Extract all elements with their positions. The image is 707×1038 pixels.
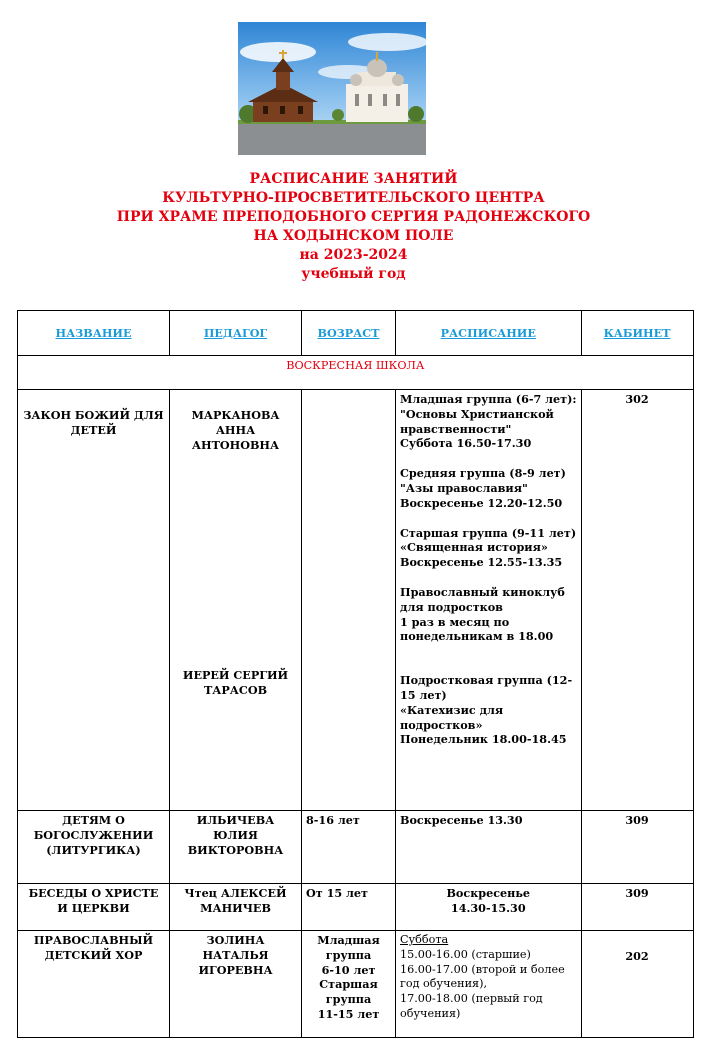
schedule-line: Суббота 16.50-17.30 <box>400 436 532 451</box>
schedule-line: Старшая группа (9-11 лет) <box>400 525 577 540</box>
schedule-line: нравственности" <box>400 421 512 436</box>
teacher-cell <box>170 931 302 1038</box>
schedule-line: 15.00-16.00 (старшие) <box>400 947 531 961</box>
schedule-line: Понедельник 18.00-18.45 <box>400 732 567 747</box>
teacher-cell <box>170 390 302 811</box>
room-cell: 202 <box>581 931 693 1038</box>
schedule-line: понедельникам в 18.00 <box>400 629 554 644</box>
class-name-line: БОГОСЛУЖЕНИИ <box>33 827 154 842</box>
schedule-line: Младшая группа (6-7 лет): <box>400 392 577 406</box>
age-cell: 8-16 лет <box>302 811 396 884</box>
age-cell <box>302 931 396 1038</box>
title-line: КУЛЬТУРНО-ПРОСВЕТИТЕЛЬСКОГО ЦЕНТРА <box>162 190 545 206</box>
teacher-line: НАТАЛЬЯ <box>202 947 269 962</box>
schedule-line: "Основы Христианской <box>400 406 554 421</box>
schedule-line: год обучения), <box>400 977 488 991</box>
age-line: 6-10 лет <box>321 962 376 977</box>
age-line: Младшая <box>317 933 380 947</box>
teacher-line: ИГОРЕВНА <box>198 962 273 977</box>
teacher-line: АНТОНОВНА <box>191 437 280 452</box>
column-header-age <box>302 311 396 356</box>
schedule-line: подростков» <box>400 717 483 732</box>
teacher-line: ИЛЬИЧЕВА <box>196 813 275 827</box>
column-link-age[interactable]: ВОЗРАСТ <box>317 325 380 340</box>
header-photo <box>238 22 426 155</box>
teacher-line: ЮЛИЯ <box>213 827 258 842</box>
schedule-table <box>17 310 694 1038</box>
schedule-day: Суббота <box>400 933 449 946</box>
schedule-line: Средняя группа (8-9 лет) <box>400 466 566 481</box>
class-name-line: ДЕТЕЙ <box>70 422 117 437</box>
section-row <box>18 356 694 390</box>
teacher-line: МАРКАНОВА <box>191 408 280 422</box>
age-cell: От 15 лет <box>302 884 396 931</box>
title-line: на 2023-2024 <box>299 247 408 263</box>
class-name-line: ПРАВОСЛАВНЫЙ <box>33 933 154 947</box>
age-line: группа <box>325 992 372 1007</box>
age-line: Старшая <box>319 977 378 992</box>
teacher-cell <box>170 884 302 931</box>
class-name-line: ЗАКОН БОЖИЙ ДЛЯ <box>23 408 164 422</box>
schedule-line: 15 лет) <box>400 687 447 702</box>
class-name-cell <box>18 811 170 884</box>
page-title <box>0 170 707 284</box>
age-line: группа <box>325 947 372 962</box>
class-name-line: БЕСЕДЫ О ХРИСТЕ <box>28 886 159 900</box>
class-name-cell <box>18 931 170 1038</box>
class-name-line: И ЦЕРКВИ <box>57 900 130 915</box>
teacher-line: АННА <box>215 422 256 437</box>
title-line: РАСПИСАНИЕ ЗАНЯТИЙ <box>249 171 458 187</box>
title-line: учебный год <box>301 266 406 282</box>
teacher-line: ВИКТОРОВНА <box>187 842 284 857</box>
schedule-line: Воскресенье 12.55-13.35 <box>400 555 563 570</box>
title-line: НА ХОДЫНСКОМ ПОЛЕ <box>253 228 454 244</box>
schedule-cell: Воскресенье 13.30 <box>396 811 582 884</box>
class-name-cell <box>18 884 170 931</box>
class-name-line: ДЕТСКИЙ ХОР <box>44 947 143 962</box>
schedule-line: 1 раз в месяц по <box>400 614 510 629</box>
table-row <box>18 811 694 884</box>
schedule-line: для подростков <box>400 599 503 614</box>
teacher-line: Чтец АЛЕКСЕЙ <box>184 886 287 900</box>
table-row <box>18 390 694 811</box>
teacher-line: ИЕРЕЙ СЕРГИЙ <box>182 668 289 683</box>
title-line: ПРИ ХРАМЕ ПРЕПОДОБНОГО СЕРГИЯ РАДОНЕЖСКОГО <box>116 209 591 225</box>
age-line: 11-15 лет <box>317 1006 380 1021</box>
age-cell <box>302 390 396 811</box>
class-name-line: ДЕТЯМ О <box>62 813 125 827</box>
column-header-schedule <box>396 311 582 356</box>
column-link-schedule[interactable]: РАСПИСАНИЕ <box>440 325 536 340</box>
schedule-line: Православный киноклуб <box>400 584 565 599</box>
room-cell: 309 <box>581 811 693 884</box>
schedule-line: 14.30-15.30 <box>450 900 526 915</box>
schedule-line: Подростковая группа (12- <box>400 673 573 688</box>
schedule-line: обучения) <box>400 1006 461 1020</box>
schedule-cell <box>396 390 582 811</box>
column-link-room[interactable]: КАБИНЕТ <box>603 325 671 340</box>
column-header-room <box>581 311 693 356</box>
column-link-teacher[interactable]: ПЕДАГОГ <box>203 325 268 340</box>
schedule-cell <box>396 884 582 931</box>
class-name-cell <box>18 390 170 811</box>
column-link-name[interactable]: НАЗВАНИЕ <box>55 325 132 340</box>
class-name-line: (ЛИТУРГИКА) <box>46 842 141 857</box>
teacher-line: МАНИЧЕВ <box>200 900 271 915</box>
column-header-teacher <box>170 311 302 356</box>
teacher-line: ЗОЛИНА <box>206 933 265 947</box>
schedule-line: 17.00-18.00 (первый год <box>400 992 543 1006</box>
table-header-row <box>18 311 694 356</box>
teacher-cell <box>170 811 302 884</box>
table-row <box>18 884 694 931</box>
schedule-line: Воскресенье <box>446 886 531 900</box>
room-cell: 309 <box>581 884 693 931</box>
column-header-name <box>18 311 170 356</box>
teacher-line: ТАРАСОВ <box>203 683 268 698</box>
schedule-line: Воскресенье 12.20-12.50 <box>400 495 563 510</box>
table-row <box>18 931 694 1038</box>
room-cell: 302 <box>581 390 693 811</box>
section-title: ВОСКРЕСНАЯ ШКОЛА <box>18 356 694 390</box>
schedule-line: «Священная история» <box>400 540 548 555</box>
schedule-line: "Азы православия" <box>400 480 528 495</box>
schedule-line: 16.00-17.00 (второй и более <box>400 962 565 976</box>
schedule-line: «Катехизис для <box>400 702 504 717</box>
schedule-cell <box>396 931 582 1038</box>
